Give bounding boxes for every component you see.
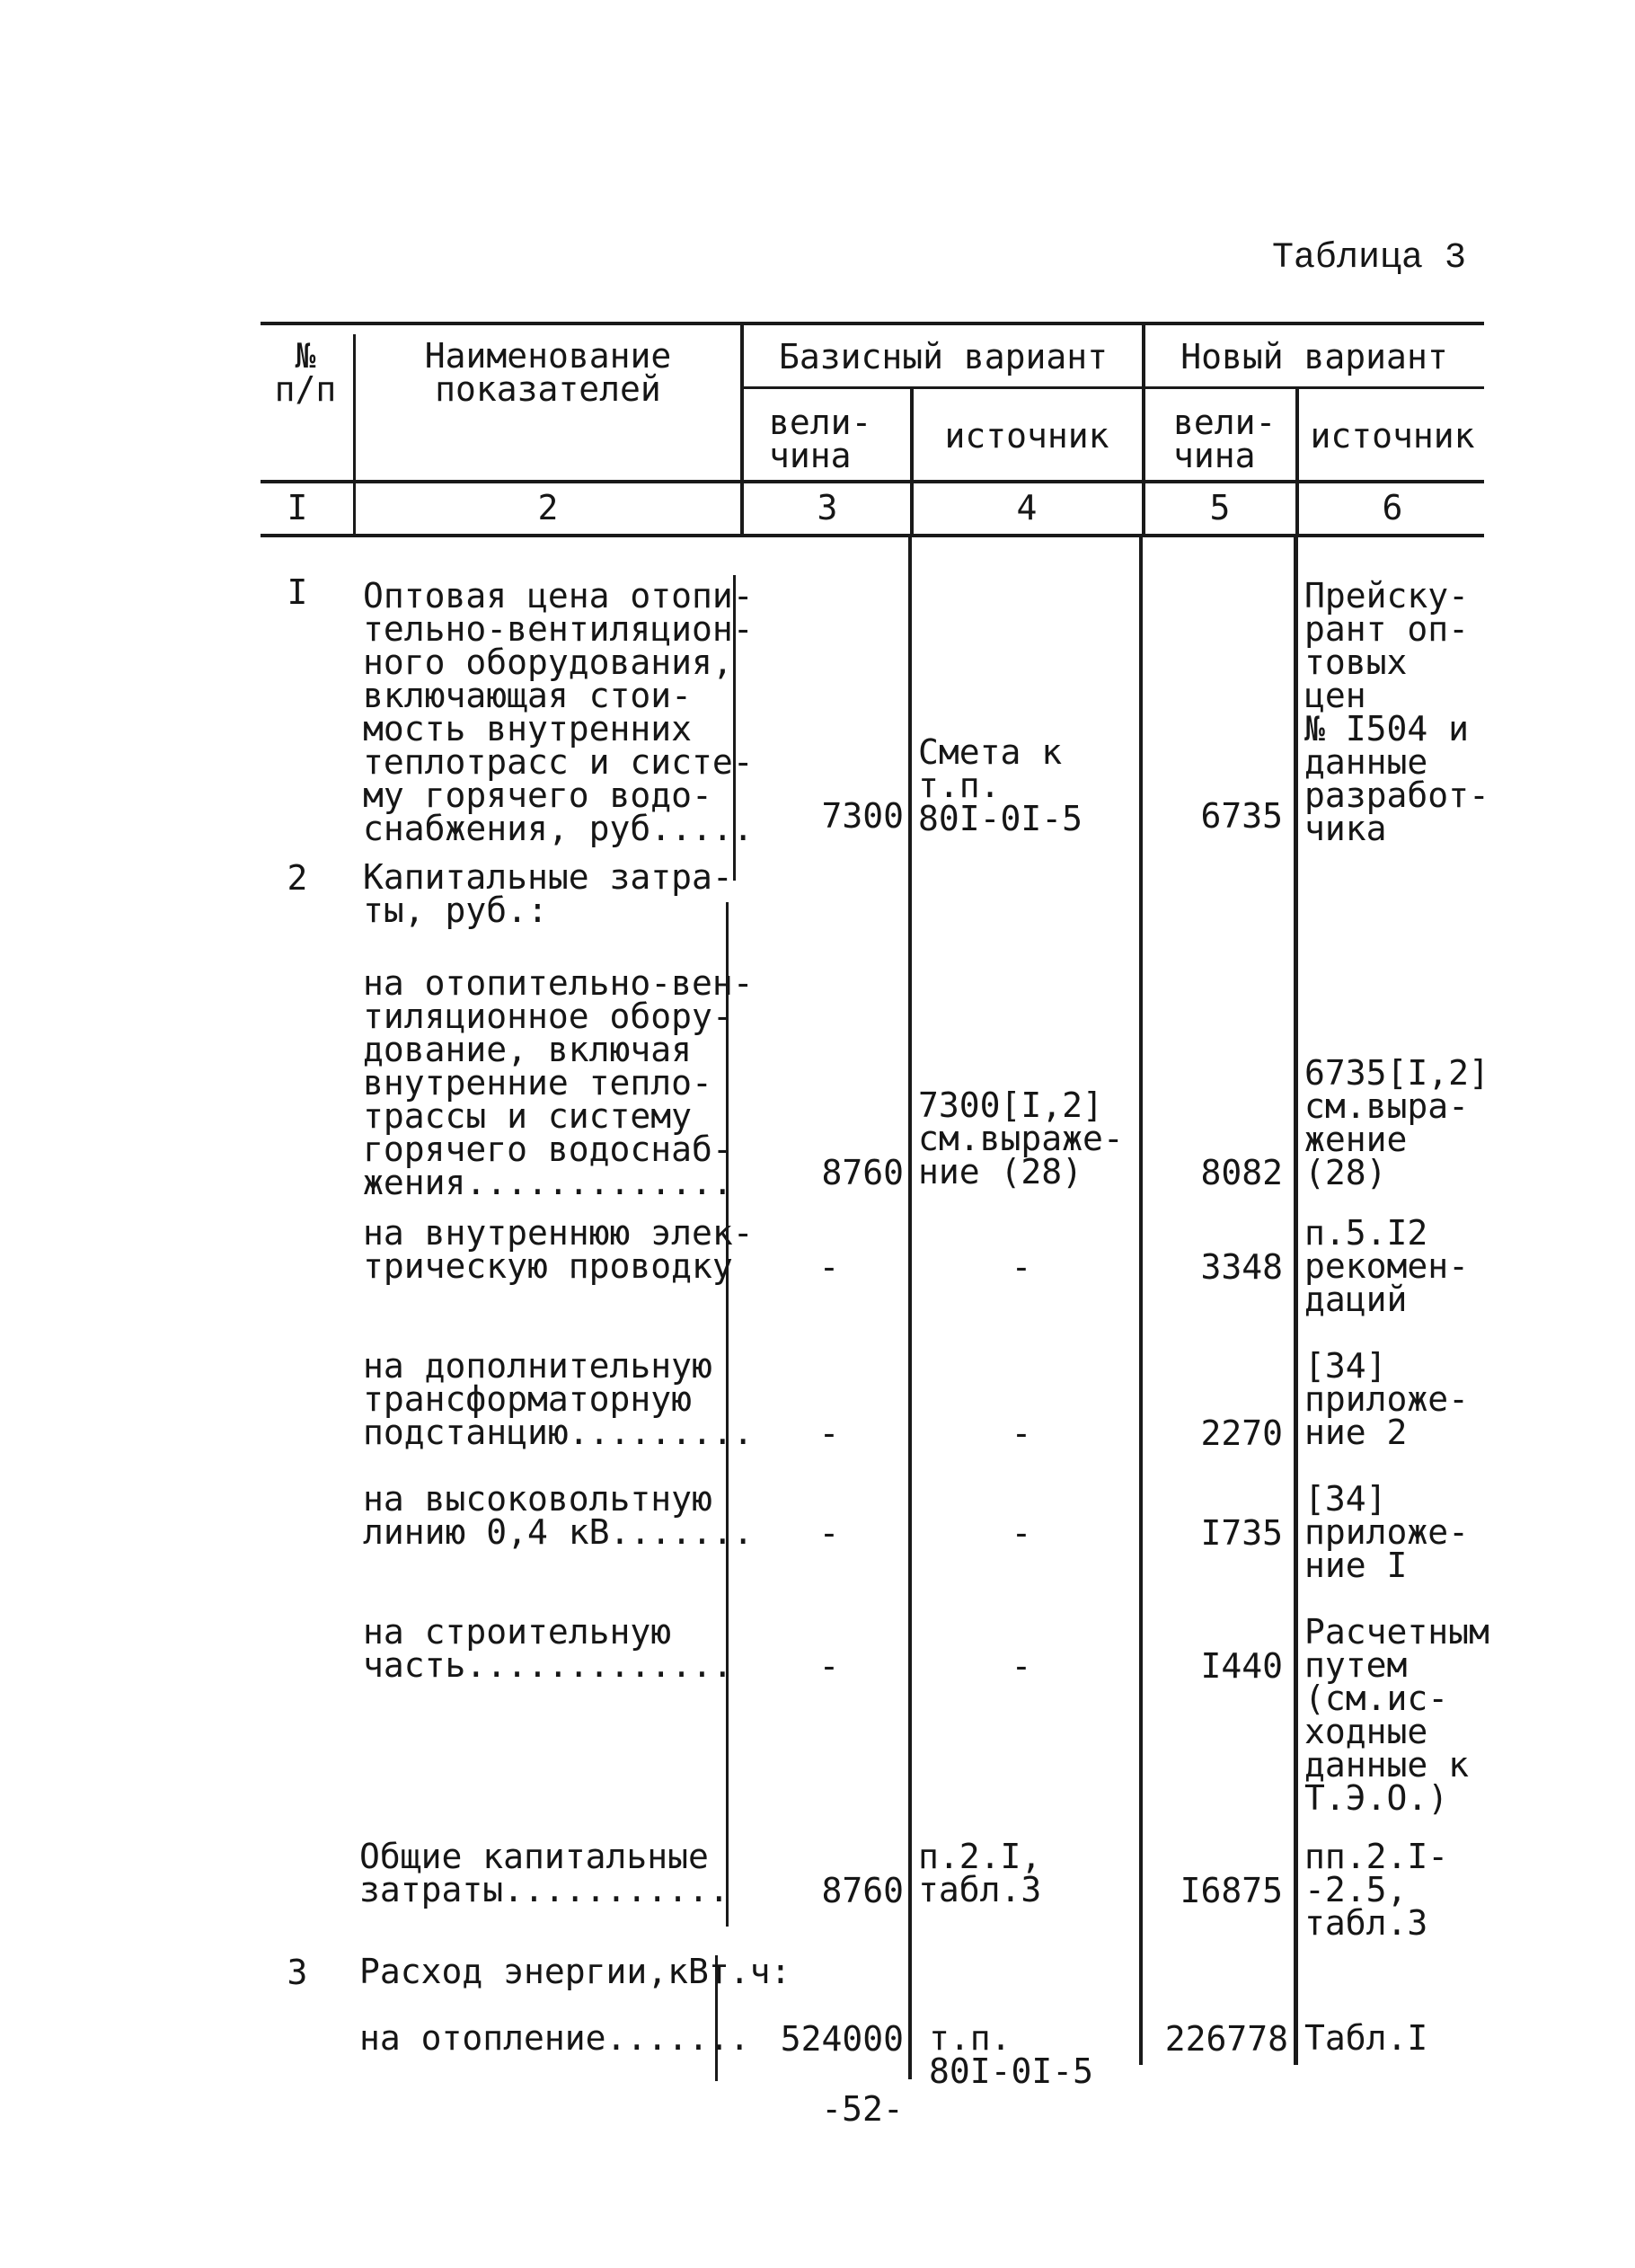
new-source: Прейску- рант оп- товых цен № I504 и данные разработ- чика bbox=[1304, 576, 1489, 848]
new-source: 6735[I,2] см.выра- жение (28) bbox=[1304, 1053, 1489, 1192]
new-value: 2270 bbox=[1200, 1413, 1283, 1453]
header-new-value: вели- чина bbox=[1173, 403, 1277, 475]
row-name: Расход энергии,кВт.ч: bbox=[359, 1952, 791, 1991]
header-bottom-rule bbox=[261, 480, 1484, 483]
col-rule-5 bbox=[1295, 388, 1299, 534]
col-number-2: 2 bbox=[537, 488, 559, 527]
row-name: на отопительно-вен- тиляционное обору- дование, включая внутренние тепло- трассы и систему горячего водоснаб- жения............. bbox=[363, 963, 754, 1202]
base-source: - bbox=[1011, 1413, 1032, 1453]
base-value: 8760 bbox=[821, 1871, 904, 1910]
base-value: 7300 bbox=[821, 796, 904, 836]
new-value: I735 bbox=[1200, 1513, 1283, 1553]
row-name: на высоковольтную линию 0,4 кВ....... bbox=[363, 1479, 754, 1552]
row-name: Капитальные затра- ты, руб.: bbox=[363, 857, 733, 930]
col-rule-4 bbox=[1142, 323, 1145, 537]
new-source: п.5.I2 рекомен- даций bbox=[1304, 1213, 1470, 1319]
body-rule-base-value bbox=[908, 537, 912, 2079]
row-name: на строительную часть............. bbox=[363, 1612, 733, 1685]
col-number-1: I bbox=[287, 488, 308, 527]
row-name: Общие капитальные затраты........... bbox=[359, 1837, 729, 1909]
base-source: - bbox=[1011, 1513, 1032, 1553]
row-number: 2 bbox=[287, 858, 308, 898]
new-source: Расчетным путем (см.ис- ходные данные к Т.Э.О.) bbox=[1304, 1612, 1489, 1818]
header-name: Наименование показателей bbox=[424, 336, 672, 409]
base-source: - bbox=[1011, 1646, 1032, 1686]
row-number: I bbox=[287, 572, 308, 612]
header-base-source: источник bbox=[944, 416, 1109, 456]
body-rule-base-source bbox=[1139, 537, 1143, 2065]
page-number: -52- bbox=[821, 2089, 904, 2129]
col-rule-3 bbox=[910, 388, 914, 534]
col-number-3: 3 bbox=[817, 488, 838, 527]
col-rule-2 bbox=[740, 323, 744, 537]
new-value: 3348 bbox=[1200, 1247, 1283, 1287]
body-rule-new-value bbox=[1294, 537, 1298, 2065]
base-value: 524000 bbox=[780, 2019, 904, 2059]
header-num: № п/п bbox=[274, 336, 337, 409]
base-value: - bbox=[818, 1413, 840, 1453]
base-value: - bbox=[818, 1513, 840, 1553]
new-source: [34] приложе- ние I bbox=[1304, 1479, 1470, 1585]
row-name: на дополнительную трансформаторную подстанцию......... bbox=[363, 1346, 754, 1452]
header-split-rule bbox=[742, 386, 1484, 389]
new-value: 6735 bbox=[1200, 796, 1283, 836]
table-top-rule bbox=[261, 322, 1484, 325]
header-base-variant: Базисный вариант bbox=[778, 337, 1109, 377]
col-rule-1 bbox=[353, 334, 356, 534]
table-caption: Таблица 3 bbox=[1271, 238, 1466, 279]
row-number: 3 bbox=[287, 1953, 308, 1992]
row-name: на отопление....... bbox=[359, 2018, 750, 2058]
new-source: [34] приложе- ние 2 bbox=[1304, 1346, 1470, 1452]
base-value: - bbox=[818, 1646, 840, 1686]
col-number-5: 5 bbox=[1209, 488, 1231, 527]
base-value: - bbox=[818, 1247, 840, 1287]
base-source: т.п. 80I-0I-5 bbox=[929, 2018, 1094, 2091]
header-new-variant: Новый вариант bbox=[1180, 337, 1448, 377]
row-name: на внутреннюю элек- трическую проводку bbox=[363, 1213, 754, 1286]
col-number-6: 6 bbox=[1382, 488, 1403, 527]
new-source: Табл.I bbox=[1304, 2018, 1428, 2058]
base-source: 7300[I,2] см.выраже- ние (28) bbox=[918, 1085, 1124, 1192]
new-value: 226778 bbox=[1164, 2019, 1288, 2059]
row-name: Оптовая цена отопи- тельно-вентиляцион- ного оборудования, включающая стои- мость внутренних теплотрасс и систе- му горячего водо- снабжения, руб..... bbox=[363, 576, 754, 848]
base-source: п.2.I, табл.3 bbox=[918, 1837, 1042, 1909]
col-number-4: 4 bbox=[1016, 488, 1038, 527]
base-value: 8760 bbox=[821, 1153, 904, 1192]
base-source: Смета к т.п. 80I-0I-5 bbox=[918, 732, 1083, 838]
header-base-value: вели- чина bbox=[769, 403, 872, 475]
base-source: - bbox=[1011, 1247, 1032, 1287]
new-value: I6875 bbox=[1180, 1871, 1283, 1910]
new-value: 8082 bbox=[1200, 1153, 1283, 1192]
new-source: пп.2.I- -2.5, табл.3 bbox=[1304, 1837, 1449, 1943]
header-new-source: источник bbox=[1310, 416, 1475, 456]
number-row-bottom-rule bbox=[261, 534, 1484, 537]
new-value: I440 bbox=[1200, 1646, 1283, 1686]
